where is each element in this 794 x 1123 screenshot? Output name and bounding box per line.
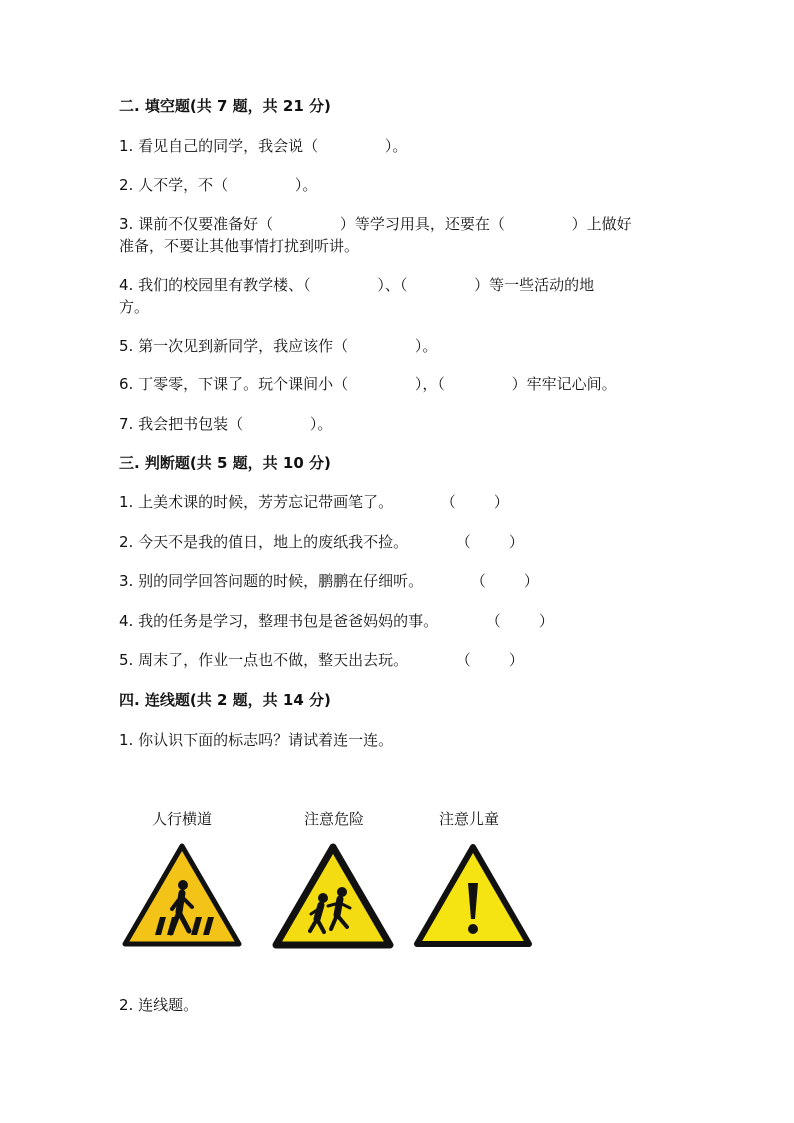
fill-question-6: 6. 丁零零，下课了。玩个课间小（ ），（ ）牢牢记心间。 (119, 375, 617, 393)
sign-label-pedestrian-crossing: 人行横道 (151, 810, 212, 828)
danger-exclamation-sign-icon (413, 843, 533, 949)
fill-question-1: 1. 看见自己的同学，我会说（ ）。 (119, 137, 408, 155)
judge-question-2: 2. 今天不是我的值日，地上的废纸我不捡。 （ ） (119, 533, 524, 551)
sign-label-danger: 注意危险 (303, 810, 364, 828)
judge-question-3: 3. 别的同学回答问题的时候，鹏鹏在仔细听。 （ ） (119, 572, 539, 590)
sign-label-children: 注意儿童 (438, 810, 499, 828)
judge-question-4: 4. 我的任务是学习，整理书包是爸爸妈妈的事。 （ ） (119, 612, 554, 630)
fill-question-7: 7. 我会把书包装（ ）。 (119, 415, 333, 433)
fill-question-3-line-1: 3. 课前不仅要准备好（ ）等学习用具，还要在（ ）上做好 (119, 215, 632, 233)
fill-question-3-line-2: 准备，不要让其他事情打扰到听讲。 (119, 237, 360, 255)
section-heading-matching: 四. 连线题(共 2 题，共 14 分) (119, 691, 331, 709)
matching-question-2: 2. 连线题。 (119, 996, 199, 1014)
matching-question-1: 1. 你认识下面的标志吗？请试着连一连。 (119, 731, 394, 749)
judge-question-5: 5. 周末了，作业一点也不做，整天出去玩。 （ ） (119, 651, 524, 669)
fill-question-4-line-1: 4. 我们的校园里有教学楼、（ ）、（ ）等一些活动的地 (119, 276, 595, 294)
judge-question-1: 1. 上美术课的时候，芳芳忘记带画笔了。 （ ） (119, 493, 509, 511)
fill-question-2: 2. 人不学，不（ ）。 (119, 176, 318, 194)
section-heading-fill-blank: 二. 填空题(共 7 题，共 21 分) (119, 97, 331, 115)
section-heading-judge: 三. 判断题(共 5 题，共 10 分) (119, 454, 331, 472)
pedestrian-crossing-sign-icon (122, 843, 242, 948)
fill-question-4-line-2: 方。 (119, 298, 150, 316)
children-warning-sign-icon (272, 843, 394, 950)
fill-question-5: 5. 第一次见到新同学，我应该作（ ）。 (119, 337, 438, 355)
